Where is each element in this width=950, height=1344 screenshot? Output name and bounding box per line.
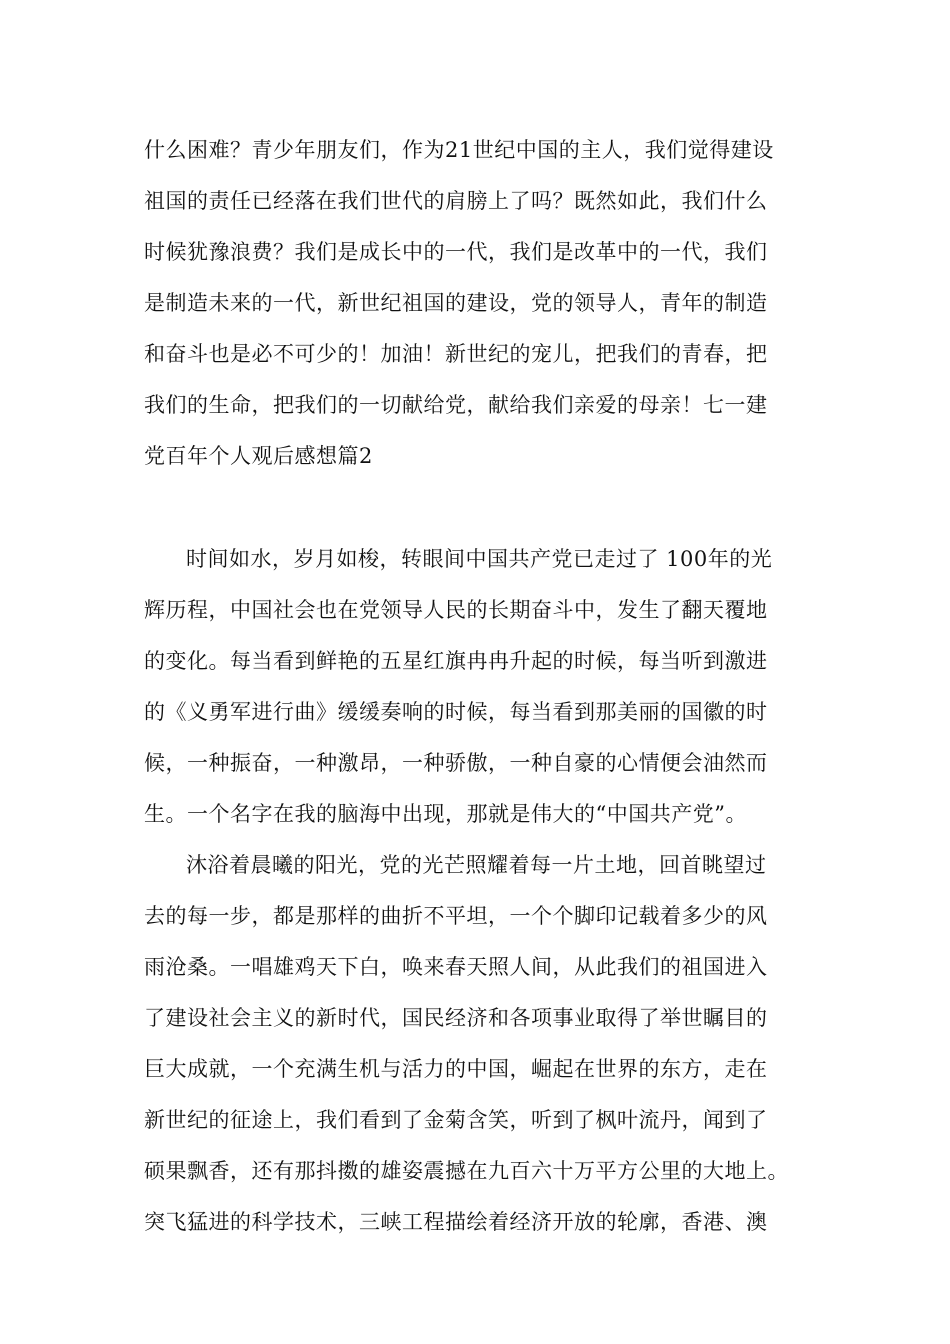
text-line: 新世纪的征途上，我们看到了金菊含笑，听到了枫叶流丹，闻到了 bbox=[144, 1108, 768, 1132]
text-line: 我们的生命，把我们的一切献给党，献给我们亲爱的母亲！七一建 bbox=[144, 393, 768, 417]
text-line: 祖国的责任已经落在我们世代的肩膀上了吗？既然如此，我们什么 bbox=[144, 189, 768, 213]
text-line: 和奋斗也是必不可少的！加油！新世纪的宠儿，把我们的青春，把 bbox=[144, 342, 768, 366]
text-line: 巨大成就，一个充满生机与活力的中国，崛起在世界的东方，走在 bbox=[144, 1057, 768, 1081]
text-line: 的《义勇军进行曲》缓缓奏响的时候，每当看到那美丽的国徽的时 bbox=[144, 700, 768, 724]
text-line: 硕果飘香，还有那抖擞的雄姿震撼在九百六十万平方公里的大地上。 bbox=[144, 1159, 789, 1183]
text-line: 什么困难？青少年朋友们，作为21世纪中国的主人，我们觉得建设 bbox=[144, 138, 774, 162]
text-line: 沐浴着晨曦的阳光，党的光芒照耀着每一片土地，回首眺望过 bbox=[186, 853, 767, 877]
text-line: 了建设社会主义的新时代，国民经济和各项事业取得了举世瞩目的 bbox=[144, 1006, 768, 1030]
section-heading: 党百年个人观后感想篇2 bbox=[144, 444, 373, 468]
text-line: 生。一个名字在我的脑海中出现，那就是伟大的“中国共产党”。 bbox=[144, 802, 747, 826]
text-line: 的变化。每当看到鲜艳的五星红旗冉冉升起的时候，每当听到激进 bbox=[144, 649, 768, 673]
text-line: 雨沧桑。一唱雄鸡天下白，唤来春天照人间，从此我们的祖国进入 bbox=[144, 955, 768, 979]
text-line: 去的每一步，都是那样的曲折不平坦，一个个脚印记载着多少的风 bbox=[144, 904, 768, 928]
text-line: 辉历程，中国社会也在党领导人民的长期奋斗中，发生了翻天覆地 bbox=[144, 598, 768, 622]
text-line: 时间如水，岁月如梭，转眼间中国共产党已走过了 100年的光 bbox=[186, 547, 773, 571]
text-line: 候，一种振奋，一种激昂，一种骄傲，一种自豪的心情便会油然而 bbox=[144, 751, 768, 775]
text-line: 是制造未来的一代，新世纪祖国的建设，党的领导人，青年的制造 bbox=[144, 291, 768, 315]
text-line: 突飞猛进的科学技术，三峡工程描绘着经济开放的轮廓，香港、澳 bbox=[144, 1210, 768, 1234]
text-line: 时候犹豫浪费？我们是成长中的一代，我们是改革中的一代，我们 bbox=[144, 240, 768, 264]
